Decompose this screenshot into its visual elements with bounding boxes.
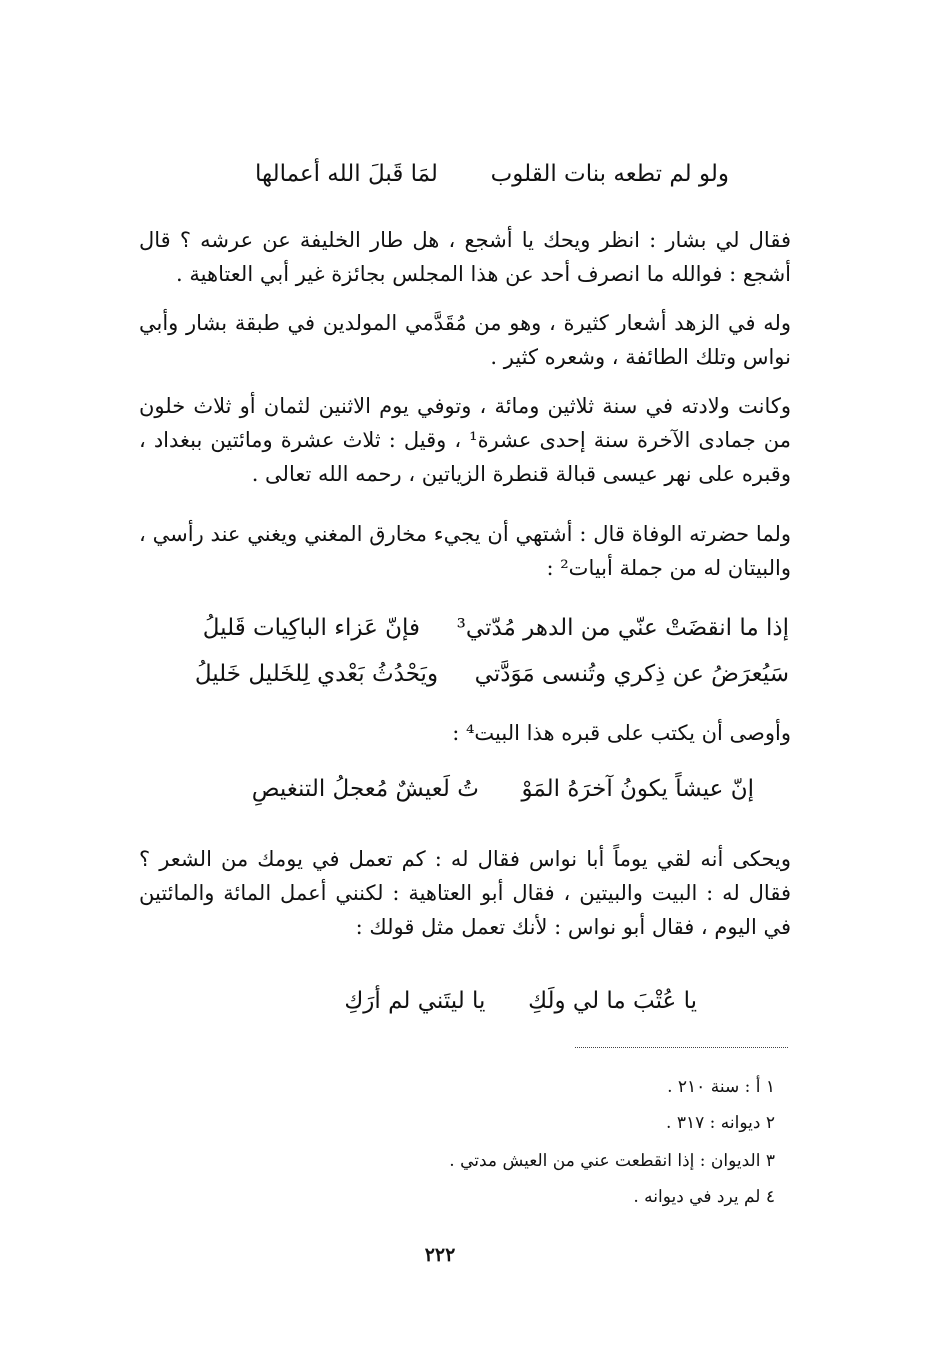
final-verse-first-hemistich: يا عُتْبَ ما لي ولَكِ [528,988,697,1014]
epitaph-verse [252,773,754,805]
paragraph-abu-nuwas: ويحكى أنه لقي يوماً أبا نواس فقال له : كم تعمل في يومك من الشعر ؟ فقال له : البيت والبيتين ، فقال أبو العتاهية : لكنني أعمل المائة والمائتين في اليوم ، فقال أبو نواس : لأنك تعمل مثل قولك : [139,847,791,939]
poem-line-2-second-hemistich: ويَحْدُثُ بَعْدي لِلخَليل خَليلُ [194,661,439,687]
page-number: ٢٢٢ [424,1244,456,1266]
paragraph-deathbed: ولما حضرته الوفاة قال : أشتهي أن يجيء مخارق المغني ويغني عند رأسي ، والبيتان له من جملة أبيات² : [139,522,791,580]
footnote-3: ٣ الديوان : إذا انقطعت عني من العيش مدتي . [449,1151,775,1171]
paragraph-epitaph-intro: وأوصى أن يكتب على قبره هذا البيت⁴ : [452,721,791,745]
top-verse-first-hemistich: ولو لم تطعه بنات القلوب [490,161,729,187]
footnote-separator [575,1047,788,1048]
top-verse-second-hemistich: لمَا قَبلَ الله أعمالها [254,161,438,187]
footnote-1: ١ أ : سنة ٢١٠ . [667,1077,775,1097]
paragraph-zuhd-poetry: وله في الزهد أشعار كثيرة ، وهو من مُقَدَّمي المولدين في طبقة بشار وأبي نواس وتلك الطائفة ، وشعره كثير . [139,311,791,369]
poem-line-2 [195,658,789,690]
top-verse [255,158,729,190]
poem-line-1 [203,612,789,644]
epitaph-verse-second-hemistich: تُ لَعيشٌ مُعجلُ التنغيصِ [251,776,479,802]
paragraph-birth-death: وكانت ولادته في سنة ثلاثين ومائة ، وتوفي يوم الاثنين لثمان أو ثلاث خلون من جمادى الآخرة سنة إحدى عشرة¹ ، وقيل : ثلاث عشرة ومائتين ببغداد ، وقبره على نهر عيسى قبالة قنطرة الزياتين ، رحمه الله تعالى . [139,394,792,486]
poem-line-1-first-hemistich: إذا ما انقضَتْ عنّي من الدهر مُدّتي³ [456,615,789,641]
final-verse [344,985,697,1017]
epitaph-verse-first-hemistich: إنّ عيشاً يكونُ آخرَهُ المَوْ [521,776,754,802]
final-verse-second-hemistich: يا ليتَني لم أرَكِ [344,988,486,1014]
paragraph-bashar-ashja: فقال لي بشار : انظر ويحك يا أشجع ، هل طار الخليفة عن عرشه ؟ قال أشجع : فوالله ما انصرف أحد عن هذا المجلس بجائزة غير أبي العتاهية . [139,228,791,286]
footnote-2: ٢ ديوانه : ٣١٧ . [666,1113,775,1133]
footnote-4: ٤ لم يرد في ديوانه . [633,1187,775,1207]
poem-line-2-first-hemistich: سَيُعرَضُ عن ذِكري وتُنسى مَوَدَّتي [474,661,789,687]
poem-line-1-second-hemistich: فإنّ عَزاء الباكِيات قَليلُ [202,615,421,641]
